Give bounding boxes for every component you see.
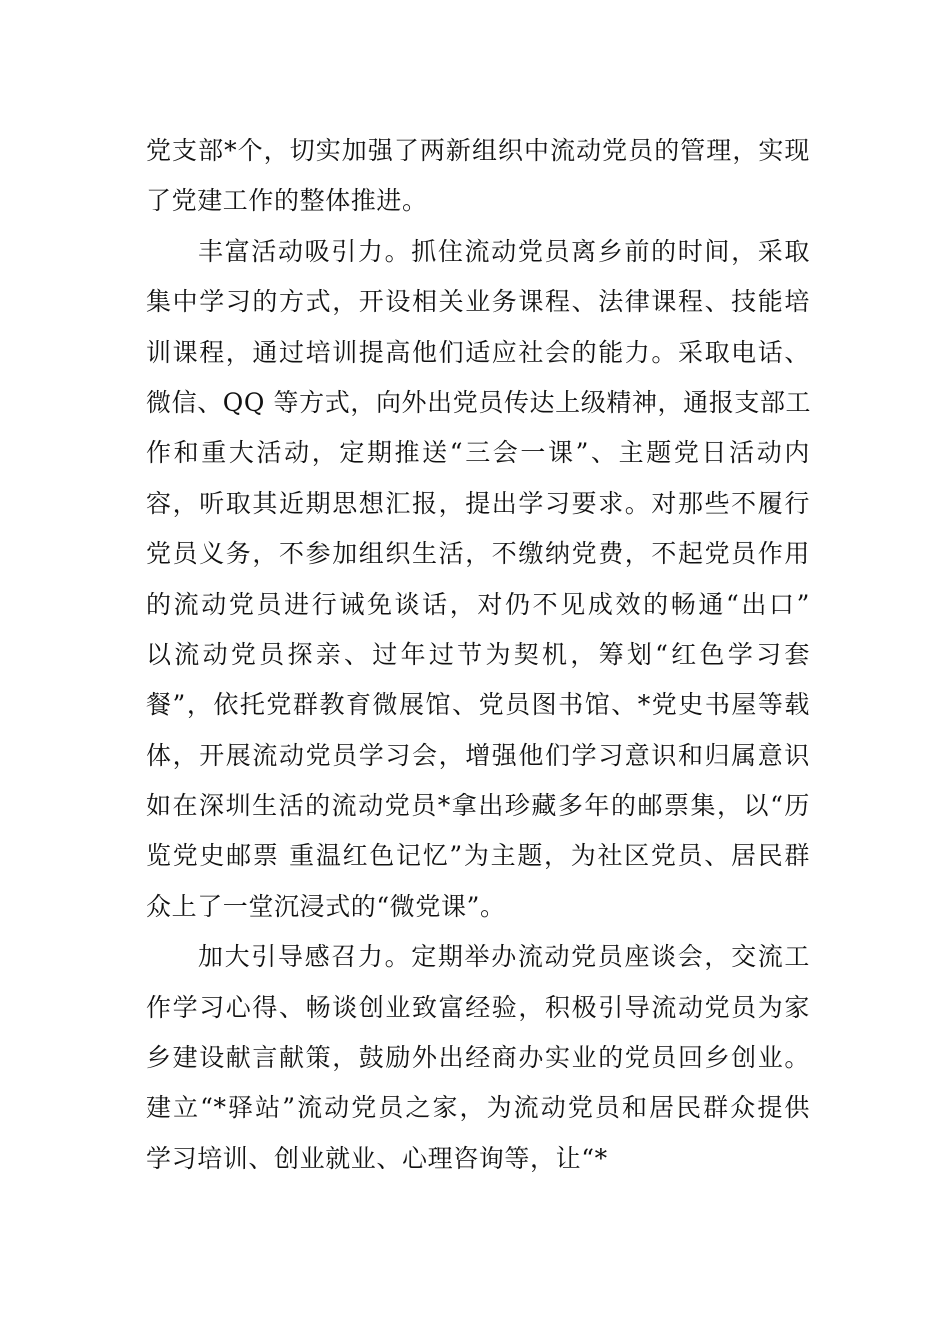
text-line: 乡建设献言献策，鼓励外出经商办实业的党员回乡创业。: [146, 1043, 810, 1073]
text-line: 的流动党员进行诫免谈话，对仍不见成效的畅通“出口”: [146, 589, 810, 619]
paragraph-heading-line: 丰富活动吸引力。抓住流动党员离乡前的时间，采取: [198, 236, 810, 266]
text-line: 容，听取其近期思想汇报，提出学习要求。对那些不履行: [146, 488, 810, 518]
text-line: 集中学习的方式，开设相关业务课程、法律课程、技能培: [146, 287, 810, 317]
text-line: 览党史邮票 重温红色记忆”为主题，为社区党员、居民群: [146, 841, 810, 871]
text-line: 众上了一堂沉浸式的“微党课”。: [146, 891, 506, 921]
text-line: 如在深圳生活的流动党员*拿出珍藏多年的邮票集，以“历: [146, 791, 810, 821]
text-line: 以流动党员探亲、过年过节为契机，筹划“红色学习套: [146, 639, 810, 669]
text-line: 训课程，通过培训提高他们适应社会的能力。采取电话、: [146, 337, 810, 367]
text-line: 体，开展流动党员学习会，增强他们学习意识和归属意识: [146, 740, 810, 770]
text-line: 微信、QQ 等方式，向外出党员传达上级精神，通报支部工: [146, 387, 812, 417]
text-line: 党员义务，不参加组织生活，不缴纳党费，不起党员作用: [146, 539, 810, 569]
body-text: [146, 126, 810, 1184]
text-line: 了党建工作的整体推进。: [146, 186, 428, 216]
paragraph-heading-line: 加大引导感召力。定期举办流动党员座谈会，交流工: [198, 942, 810, 972]
text-line: 作学习心得、畅谈创业致富经验，积极引导流动党员为家: [146, 992, 810, 1022]
text-line: 餐”，依托党群教育微展馆、党员图书馆、*党史书屋等载: [146, 690, 810, 720]
text-line: 作和重大活动，定期推送“三会一课”、主题党日活动内: [146, 438, 810, 468]
text-line: 学习培训、创业就业、心理咨询等，让“*: [146, 1143, 608, 1173]
text-line: 党支部*个，切实加强了两新组织中流动党员的管理，实现: [146, 136, 810, 165]
text-line: 建立“*驿站”流动党员之家，为流动党员和居民群众提供: [146, 1093, 810, 1123]
